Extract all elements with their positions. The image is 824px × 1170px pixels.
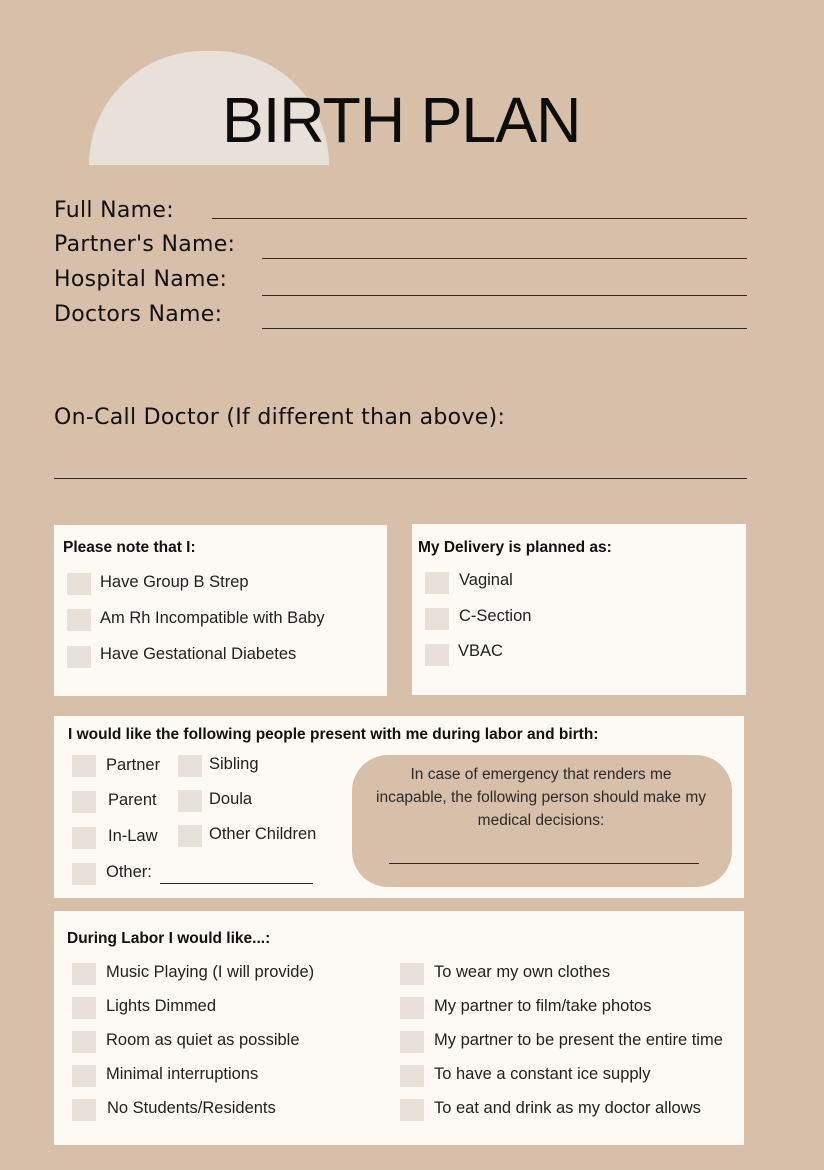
labor-option: No Students/Residents: [107, 1099, 276, 1117]
delivery-card-title: My Delivery is planned as:: [418, 539, 612, 556]
people-option: Doula: [209, 790, 253, 808]
people-option: Sibling: [209, 755, 259, 773]
people-checkbox[interactable]: [72, 755, 96, 777]
partner-name-line[interactable]: [262, 258, 747, 259]
people-option: Partner: [106, 756, 161, 774]
labor-option: To eat and drink as my doctor allows: [434, 1099, 701, 1117]
delivery-checkbox[interactable]: [425, 608, 449, 630]
hospital-name-line[interactable]: [262, 295, 747, 296]
labor-option: Room as quiet as possible: [106, 1031, 300, 1049]
labor-option: My partner to film/take photos: [434, 997, 652, 1015]
note-card-title: Please note that I:: [63, 539, 196, 556]
people-checkbox[interactable]: [72, 791, 96, 813]
full-name-line[interactable]: [212, 218, 747, 219]
page-title: BIRTH PLAN: [222, 84, 581, 156]
people-checkbox[interactable]: [178, 755, 202, 777]
people-option: Other Children: [209, 825, 317, 843]
note-checkbox[interactable]: [67, 646, 91, 668]
delivery-card: [412, 524, 746, 695]
delivery-option: C-Section: [459, 607, 532, 625]
labor-option: To wear my own clothes: [434, 963, 611, 981]
note-checkbox[interactable]: [67, 609, 91, 631]
labor-checkbox[interactable]: [400, 1099, 424, 1121]
people-other-label: Other:: [106, 863, 152, 881]
people-option: Parent: [108, 791, 157, 809]
note-card: [54, 525, 387, 696]
people-other-line[interactable]: [160, 883, 313, 884]
delivery-checkbox[interactable]: [425, 572, 449, 594]
labor-card-title: During Labor I would like...:: [67, 930, 271, 947]
oncall-doctor-label: On-Call Doctor (If different than above):: [54, 405, 506, 430]
note-option: Am Rh Incompatible with Baby: [100, 609, 325, 627]
labor-checkbox[interactable]: [72, 1031, 96, 1053]
people-option: In-Law: [108, 827, 158, 845]
labor-checkbox[interactable]: [400, 1031, 424, 1053]
note-checkbox[interactable]: [67, 573, 91, 595]
note-option: Have Gestational Diabetes: [100, 645, 297, 663]
labor-checkbox[interactable]: [400, 963, 424, 985]
labor-card: [54, 911, 744, 1145]
full-name-label: Full Name:: [54, 198, 174, 223]
people-other-checkbox[interactable]: [72, 863, 96, 885]
delivery-option: Vaginal: [459, 571, 513, 589]
doctors-name-label: Doctors Name:: [54, 302, 223, 327]
labor-checkbox[interactable]: [400, 1065, 424, 1087]
labor-option: Lights Dimmed: [106, 997, 217, 1015]
people-checkbox[interactable]: [178, 790, 202, 812]
people-checkbox[interactable]: [72, 827, 96, 849]
emergency-contact-text: In case of emergency that renders me incapable, the following person should make my medical decisions:: [376, 766, 706, 829]
labor-option: My partner to be present the entire time: [434, 1031, 723, 1049]
doctors-name-line[interactable]: [262, 328, 747, 329]
partner-name-label: Partner's Name:: [54, 232, 236, 257]
hospital-name-label: Hospital Name:: [54, 267, 228, 292]
labor-option: Minimal interruptions: [106, 1065, 259, 1083]
note-option: Have Group B Strep: [100, 573, 249, 591]
emergency-contact-line[interactable]: [389, 863, 699, 864]
delivery-checkbox[interactable]: [425, 644, 449, 666]
labor-checkbox[interactable]: [72, 997, 96, 1019]
labor-option: Music Playing (I will provide): [106, 963, 315, 981]
labor-checkbox[interactable]: [400, 997, 424, 1019]
emergency-contact-box: [352, 755, 732, 887]
labor-option: To have a constant ice supply: [434, 1065, 651, 1083]
labor-checkbox[interactable]: [72, 1099, 96, 1121]
people-checkbox[interactable]: [178, 825, 202, 847]
oncall-doctor-line[interactable]: [54, 478, 747, 479]
people-card-title: I would like the following people present with me during labor and birth:: [68, 726, 599, 743]
labor-checkbox[interactable]: [72, 963, 96, 985]
labor-checkbox[interactable]: [72, 1065, 96, 1087]
delivery-option: VBAC: [458, 642, 503, 660]
